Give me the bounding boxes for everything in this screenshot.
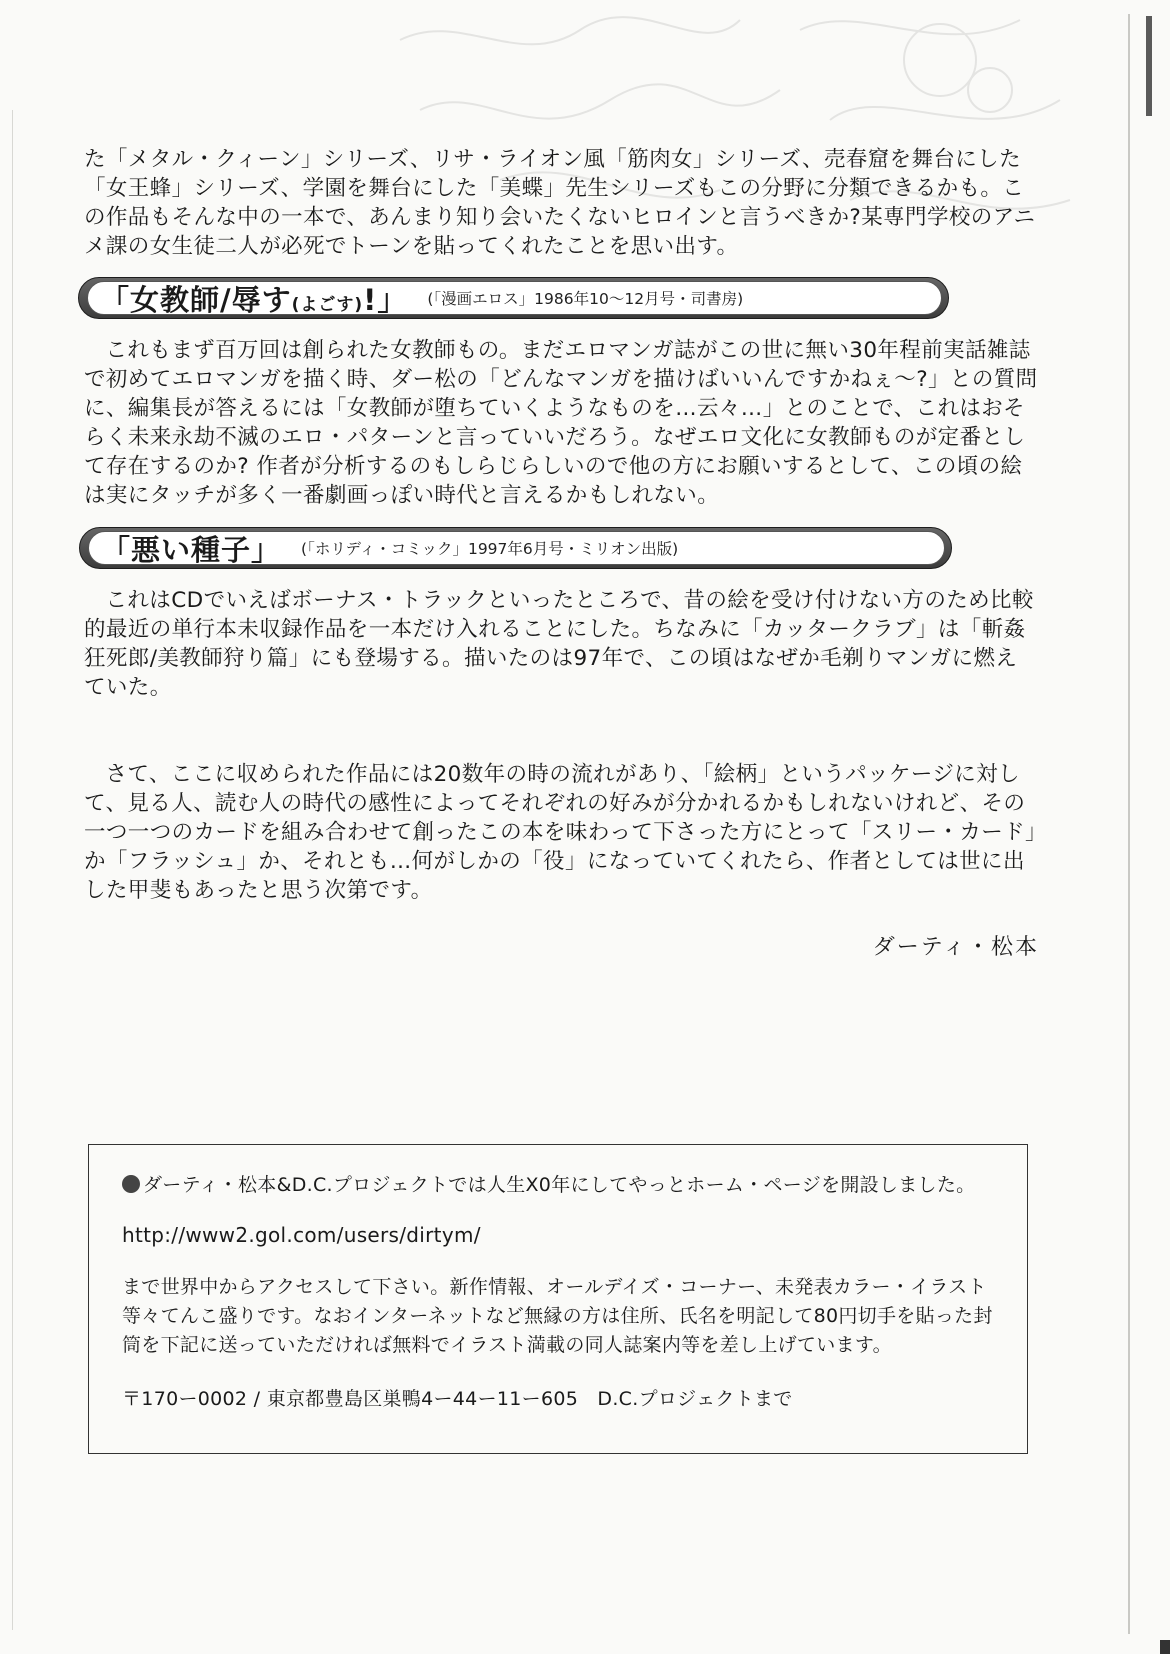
section-banner-2 [79, 527, 952, 569]
intro-paragraph: た「メタル・クィーン」シリーズ、リサ・ライオン風「筋肉女」シリーズ、売春窟を舞台にした「女王蜂」シリーズ、学園を舞台にした「美蝶」先生シリーズもこの分野に分類できるかも。この作品もそんな中の一本で、あんまり知り会いたくないヒロインと言うべきか?某専門学校のアニメ課の女生徒二人が必死でトーンを貼ってくれたことを思い出す。 [84, 147, 1036, 259]
author-signature: ダーティ・松本 [872, 935, 1039, 960]
section-source-1: (「漫画エロス」1986年10〜12月号・司書房) [427, 290, 744, 308]
announcement-text: ダーティ・松本&D.C.プロジェクトでは人生X0年にしてやっとホーム・ページを開設しました。 [143, 1174, 976, 1196]
closing-paragraph: さて、ここに収められた作品には20数年の時の流れがあり、「絵柄」というパッケージに対して、見る人、読む人の時代の感性によってそれぞれの好みが分かれるかもしれないけれど、その一つ一つのカードを組み合わせて創ったこの本を味わって下さった方にとって「スリー・カード」か「フラッシュ」か、それとも…何がしかの「役」になっていてくれたら、作者としては世に出した甲斐もあったと思う次第です。 [84, 762, 1037, 903]
homepage-info-box [88, 1144, 1028, 1454]
section-banner-2-inner [88, 531, 945, 565]
section2-paragraph: これはCDでいえばボーナス・トラックといったところで、昔の絵を受け付けない方のため比較的最近の単行本未収録作品を一本だけ入れることにした。ちなみに「カッタークラブ」は「斬姦狂死郎/美教師狩り篇」にも登場する。描いたのは97年で、この頃はなぜか毛剃りマンガに燃えていた。 [84, 588, 1034, 700]
spine-mark [1146, 16, 1152, 116]
section1-paragraph: これもまず百万回は創られた女教師もの。まだエロマンガ誌がこの世に無い30年程前実話雑誌で初めてエロマンガを描く時、ダー松の「どんなマンガを描けばいいんですかねぇ～?」との質問に、編集長が答えるには「女教師が堕ちていくようなものを…云々…」とのことで、これはおそらく未来永劫不滅のエロ・パターンと言っていいだろう。なぜエロ文化に女教師ものが定番として存在するのか? 作者が分析するのもしらじらしいので他の方にお願いするとして、この頃の絵は実にタッチが多く一番劇画っぽい時代と言えるかもしれない。 [84, 338, 1038, 508]
section-title-1-ruby: (よごす) [291, 294, 364, 315]
section-source-2: (「ホリディ・コミック」1997年6月号・ミリオン出版) [301, 540, 679, 558]
page-edge-left [12, 110, 13, 1630]
corner-mark [1160, 1640, 1170, 1654]
section-banner-1 [78, 277, 949, 319]
section-title-2: 「悪い種子」 [101, 532, 282, 567]
postal-address: 〒170ー0002 / 東京都豊島区巣鴨4ー44ー11ー605 D.C.プロジェクトまで [122, 1388, 793, 1410]
section-title-1-end: !」 [363, 282, 408, 317]
section-title-1 [100, 278, 407, 319]
section-banner-1-inner [87, 281, 942, 315]
bullet-dot-icon [122, 1175, 140, 1193]
main-content [84, 145, 1039, 961]
details-paragraph: まで世界中からアクセスして下さい。新作情報、オールデイズ・コーナー、未発表カラー・イラスト等々てんこ盛りです。なおインターネットなど無縁の方は住所、氏名を明記して80円切手を貼った封筒を下記に送っていただければ無料でイラスト満載の同人誌案内等を差し上げています。 [122, 1276, 993, 1356]
announcement-line [122, 1170, 1001, 1197]
homepage-url[interactable]: http://www2.gol.com/users/dirtym/ [122, 1223, 481, 1247]
page-edge-right [1128, 14, 1130, 1634]
section-title-1-main: 「女教師/辱す [100, 282, 292, 317]
